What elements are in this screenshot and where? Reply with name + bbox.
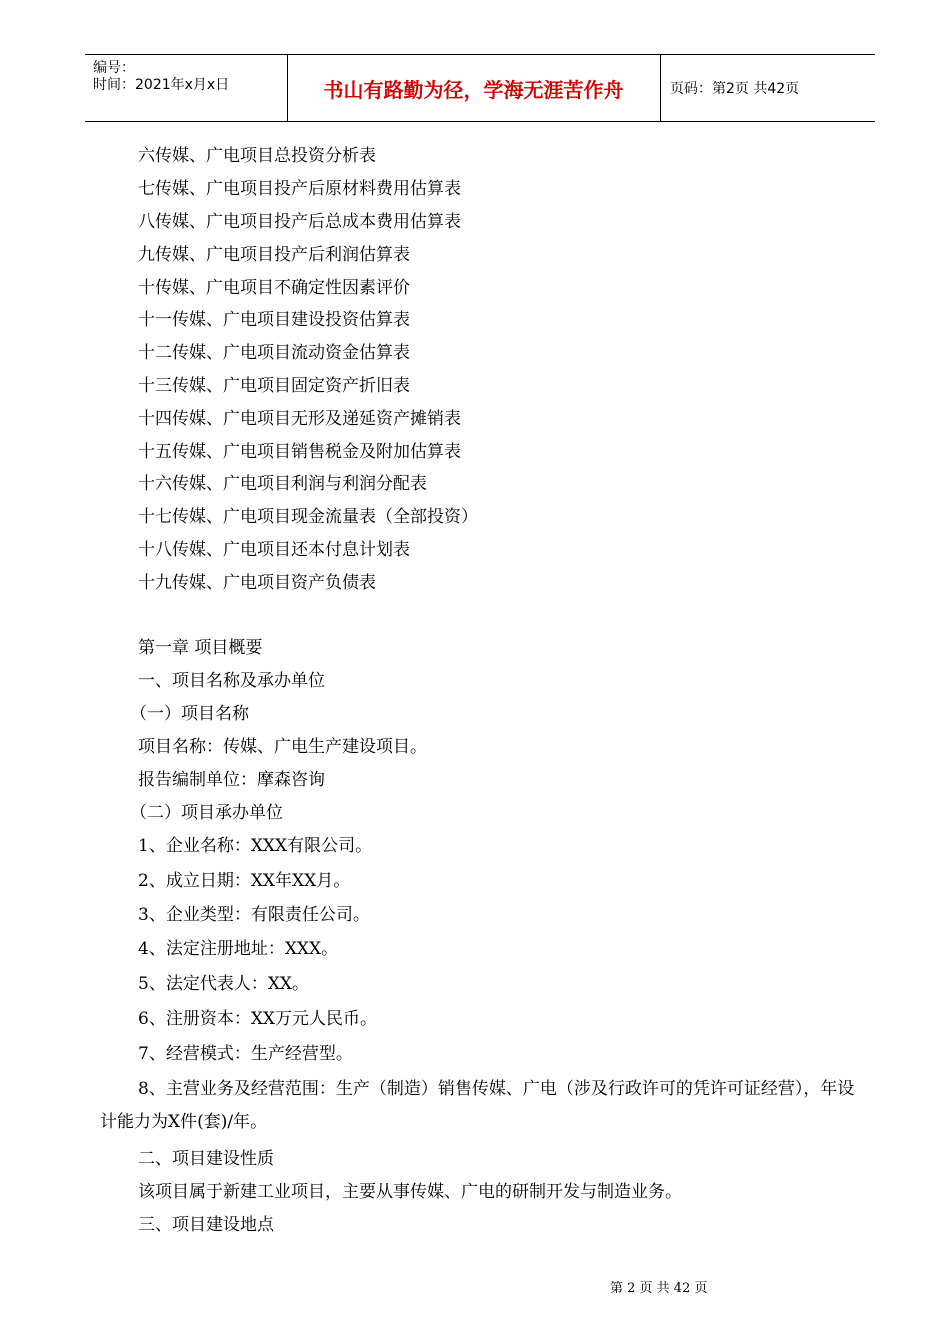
list-item: 5、法定代表人：XX。	[138, 974, 310, 994]
toc-entry: 十四传媒、广电项目无形及递延资产摊销表	[138, 409, 461, 429]
list-item: 8、主营业务及经营范围：生产（制造）销售传媒、广电（涉及行政许可的凭许可证经营），年设计能力为X件(套)/年。	[100, 1079, 855, 1132]
toc-entry: 十一传媒、广电项目建设投资估算表	[138, 310, 410, 330]
subsection-heading: （二）项目承办单位	[130, 803, 283, 823]
section-heading: 二、项目建设性质	[138, 1149, 274, 1169]
list-item: 4、法定注册地址：XXX。	[138, 939, 339, 959]
toc-entry: 十三传媒、广电项目固定资产折旧表	[138, 376, 410, 396]
toc-entry: 七传媒、广电项目投产后原材料费用估算表	[138, 179, 461, 199]
section-heading: 三、项目建设地点	[138, 1215, 274, 1235]
paragraph: 该项目属于新建工业项目，主要从事传媒、广电的研制开发与制造业务。	[138, 1182, 682, 1202]
paragraph: 项目名称：传媒、广电生产建设项目。	[138, 737, 427, 757]
toc-entry: 十七传媒、广电项目现金流量表（全部投资）	[138, 507, 478, 527]
toc-entry: 十传媒、广电项目不确定性因素评价	[138, 278, 410, 298]
page-header	[85, 54, 875, 122]
list-item: 7、经营模式：生产经营型。	[138, 1044, 353, 1064]
toc-entry: 十八传媒、广电项目还本付息计划表	[138, 540, 410, 560]
list-item: 3、企业类型：有限责任公司。	[138, 905, 370, 925]
list-item: 6、注册资本：XX万元人民币。	[138, 1009, 378, 1029]
list-item: 1、企业名称：XXX有限公司。	[138, 836, 373, 856]
document-time-label: 时间：2021年x月x日	[93, 77, 230, 93]
toc-entry: 八传媒、广电项目投产后总成本费用估算表	[138, 212, 461, 232]
toc-entry: 九传媒、广电项目投产后利润估算表	[138, 245, 410, 265]
page-footer: 第 2 页 共 42 页	[610, 1281, 708, 1296]
toc-entry: 十九传媒、广电项目资产负债表	[138, 573, 376, 593]
header-motto: 书山有路勤为径，学海无涯苦作舟	[323, 78, 624, 102]
header-page-cell	[660, 55, 875, 121]
paragraph: 报告编制单位：摩森咨询	[138, 770, 325, 790]
section-heading: 一、项目名称及承办单位	[138, 671, 325, 691]
toc-entry: 十六传媒、广电项目利润与利润分配表	[138, 474, 427, 494]
header-meta-cell	[85, 55, 288, 121]
subsection-heading: （一）项目名称	[130, 704, 249, 724]
toc-entry: 六传媒、广电项目总投资分析表	[138, 146, 376, 166]
toc-entry: 十五传媒、广电项目销售税金及附加估算表	[138, 442, 461, 462]
toc-entry: 十二传媒、广电项目流动资金估算表	[138, 343, 410, 363]
document-code-label: 编号：	[93, 60, 135, 76]
header-page-info: 页码：第2页 共42页	[670, 81, 800, 97]
header-motto-cell	[287, 55, 661, 121]
chapter-title: 第一章 项目概要	[138, 638, 263, 658]
list-item: 2、成立日期：XX年XX月。	[138, 871, 351, 891]
